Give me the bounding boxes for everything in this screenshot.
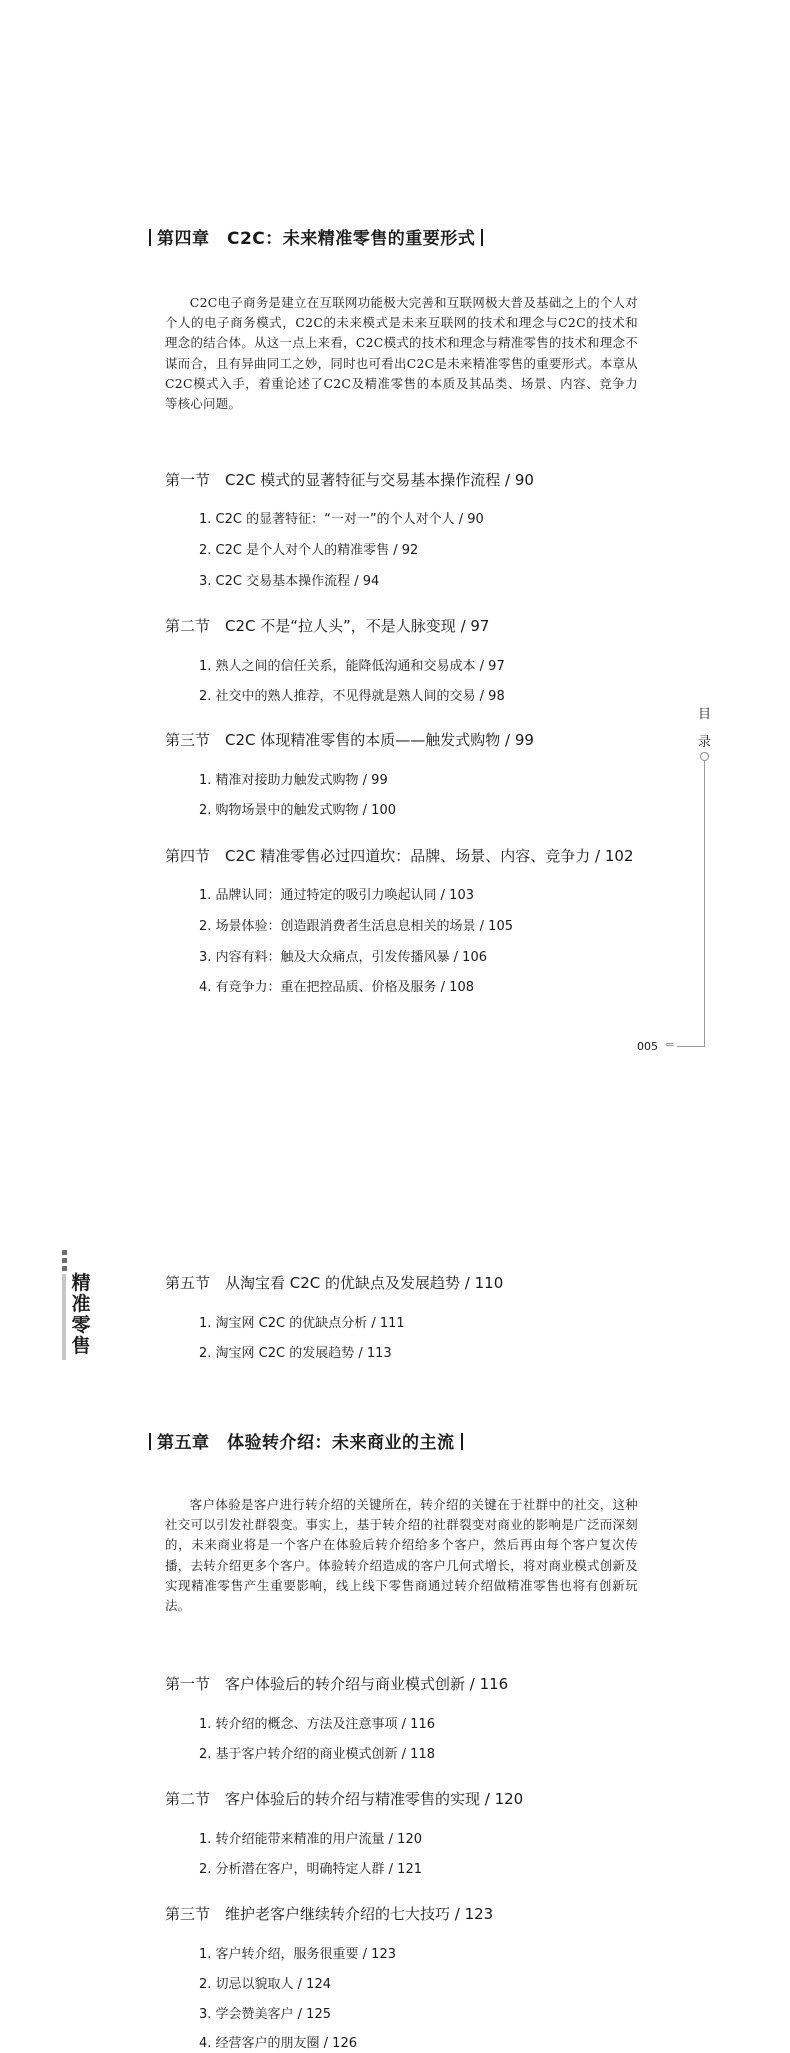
book-tab-char-2: 准: [71, 1293, 91, 1315]
ch4-section-5-title[interactable]: 第五节 从淘宝看 C2C 的优缺点及发展趋势 / 110: [165, 1274, 504, 1292]
ch4-s4-item-4[interactable]: 4. 有竞争力：重在把控品质、价格及服务 / 108: [199, 980, 474, 995]
toc-label-mu: 目: [698, 707, 712, 722]
toc-vertical-line: [704, 761, 705, 1046]
chapter-4-heading: [143, 224, 489, 249]
ch5-s2-item-2[interactable]: 2. 分析潜在客户，明确特定人群 / 121: [199, 1862, 422, 1877]
ch5-s3-item-3[interactable]: 3. 学会赞美客户 / 125: [199, 2007, 331, 2022]
ch5-section-3-title[interactable]: 第三节 维护老客户继续转介绍的七大技巧 / 123: [165, 1905, 494, 1923]
tab-square-icon-3: [62, 1266, 67, 1271]
ch4-s1-item-1[interactable]: 1. C2C 的显著特征：“一对一”的个人对个人 / 90: [199, 512, 484, 527]
ch5-s3-item-4[interactable]: 4. 经营客户的朋友圈 / 126: [199, 2036, 357, 2051]
ch4-section-2-title[interactable]: 第二节 C2C 不是“拉人头”，不是人脉变现 / 97: [165, 617, 490, 635]
ch4-s2-item-2[interactable]: 2. 社交中的熟人推荐，不见得就是熟人间的交易 / 98: [199, 689, 505, 704]
ch4-s4-item-2[interactable]: 2. 场景体验：创造跟消费者生活息息相关的场景 / 105: [199, 919, 513, 934]
chapter-4-intro: [165, 293, 638, 414]
ch5-section-2-title[interactable]: 第二节 客户体验后的转介绍与精准零售的实现 / 120: [165, 1790, 524, 1808]
ch4-s3-item-1[interactable]: 1. 精准对接助力触发式购物 / 99: [199, 773, 388, 788]
ch5-s2-item-1[interactable]: 1. 转介绍能带来精准的用户流量 / 120: [199, 1832, 422, 1847]
ch4-s4-item-1[interactable]: 1. 品牌认同：通过特定的吸引力唤起认同 / 103: [199, 888, 474, 903]
book-tab-char-3: 零: [71, 1314, 91, 1336]
heading-bar-left: [149, 229, 151, 246]
ch5-s1-item-2[interactable]: 2. 基于客户转介绍的商业模式创新 / 118: [199, 1747, 435, 1762]
chapter-4-intro-text: C2C电子商务是建立在互联网功能极大完善和互联网极大普及基础之上的个人对个人的电子商务模式，C2C的未来模式是未来互联网的技术和理念与C2C的技术和理念的结合体。从这一点上来看，C2C模式的技术和理念与精准零售的技术和理念不谋而合，且有异曲同工之妙，同时也可看出C2C是未来精准零售的重要形式。本章从C2C模式入手，着重论述了C2C及精准零售的本质及其品类、场景、内容、竞争力等核心问题。: [165, 295, 638, 412]
chapter-4-title: 第四章 C2C：未来精准零售的重要形式: [157, 229, 476, 249]
ch4-section-1-title[interactable]: 第一节 C2C 模式的显著特征与交易基本操作流程 / 90: [165, 471, 534, 489]
book-tab-char-4: 售: [71, 1335, 91, 1357]
toc-line-node-icon: [700, 752, 709, 761]
arrow-left-icon: ⇐: [665, 1038, 675, 1051]
toc-label-lu: 录: [698, 735, 712, 750]
heading-bar-right: [461, 1433, 463, 1450]
ch4-s3-item-2[interactable]: 2. 购物场景中的触发式购物 / 100: [199, 803, 396, 818]
ch4-s1-item-2[interactable]: 2. C2C 是个人对个人的精准零售 / 92: [199, 543, 419, 558]
ch4-section-4-title[interactable]: 第四节 C2C 精准零售必过四道坎：品牌、场景、内容、竞争力 / 102: [165, 847, 634, 865]
heading-bar-left: [149, 1433, 151, 1450]
chapter-5-intro-text: 客户体验是客户进行转介绍的关键所在，转介绍的关键在于社群中的社交，这种社交可以引发社群裂变。事实上，基于转介绍的社群裂变对商业的影响是广泛而深刻的，未来商业将是一个客户在体验后转介绍给多个客户，然后再由每个客户复次传播，去转介绍更多个客户。体验转介绍造成的客户几何式增长，将对商业模式创新及实现精准零售产生重要影响，线上线下零售商通过转介绍做精准零售也将有创新玩法。: [165, 1497, 638, 1614]
toc-horizontal-line: [677, 1046, 705, 1047]
ch5-section-1-title[interactable]: 第一节 客户体验后的转介绍与商业模式创新 / 116: [165, 1675, 509, 1693]
page-number: 005: [637, 1040, 658, 1053]
ch4-s5-item-2[interactable]: 2. 淘宝网 C2C 的发展趋势 / 113: [199, 1346, 392, 1361]
ch4-s4-item-3[interactable]: 3. 内容有料：触及大众痛点，引发传播风暴 / 106: [199, 950, 487, 965]
chapter-5-intro: [165, 1495, 638, 1616]
ch5-s3-item-2[interactable]: 2. 切忌以貌取人 / 124: [199, 1977, 331, 1992]
ch5-s1-item-1[interactable]: 1. 转介绍的概念、方法及注意事项 / 116: [199, 1717, 435, 1732]
chapter-5-heading: [143, 1428, 469, 1453]
book-tab-bar: [62, 1274, 66, 1360]
ch4-s2-item-1[interactable]: 1. 熟人之间的信任关系，能降低沟通和交易成本 / 97: [199, 659, 505, 674]
tab-square-icon-2: [62, 1258, 67, 1263]
book-tab-char-1: 精: [71, 1272, 91, 1294]
chapter-5-title: 第五章 体验转介绍：未来商业的主流: [157, 1433, 455, 1453]
heading-bar-right: [481, 229, 483, 246]
ch4-s5-item-1[interactable]: 1. 淘宝网 C2C 的优缺点分析 / 111: [199, 1316, 405, 1331]
ch5-s3-item-1[interactable]: 1. 客户转介绍，服务很重要 / 123: [199, 1947, 396, 1962]
ch4-s1-item-3[interactable]: 3. C2C 交易基本操作流程 / 94: [199, 574, 380, 589]
tab-square-icon-1: [62, 1250, 67, 1255]
ch4-section-3-title[interactable]: 第三节 C2C 体现精准零售的本质——触发式购物 / 99: [165, 731, 534, 749]
book-tab-title: [70, 1273, 92, 1357]
